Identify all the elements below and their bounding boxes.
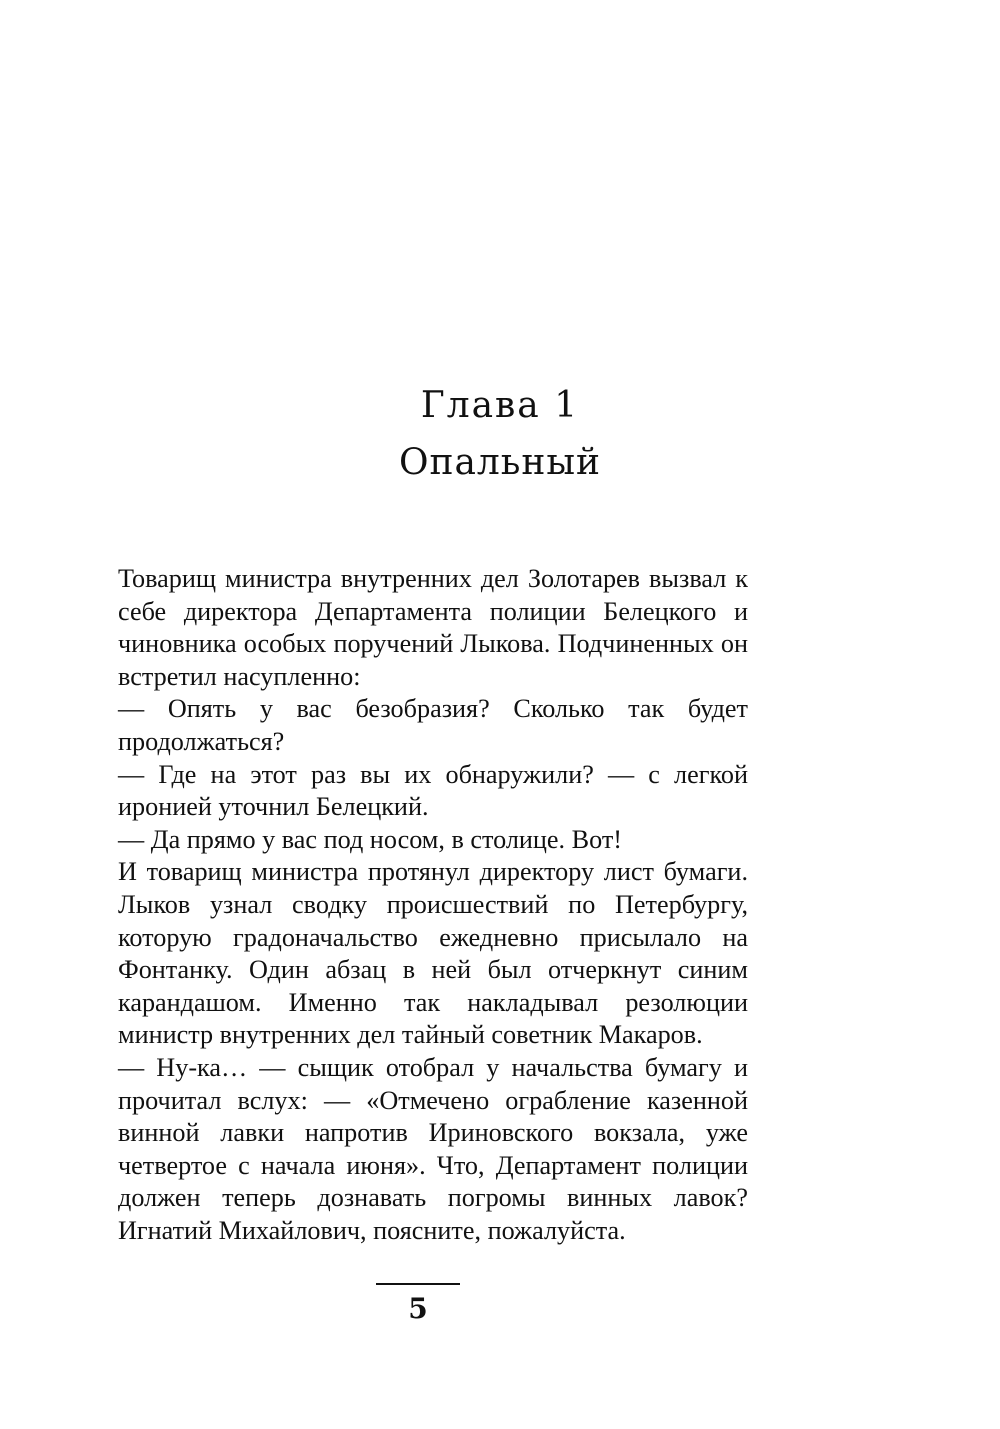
- paragraph-2: — Опять у вас безобразия? Сколько так будет продолжаться?: [118, 694, 748, 756]
- paragraph-1: Товарищ министра внутренних дел Золотарев вызвал к себе директора Департамента полиции Белецкого и чиновника особых поручений Лыкова. Подчиненных он встретил насупленно:: [118, 564, 748, 691]
- page-number: 5: [408, 1292, 428, 1325]
- body-text: [118, 563, 748, 1247]
- chapter-number: Глава 1: [420, 385, 580, 426]
- paragraph-6: — Ну-ка… — сыщик отобрал у начальства бумагу и прочитал вслух: — «Отмечено ограбление казенной винной лавки напротив Ириновского вокзала, уже четвертое с начала июня». Что, Департамент полиции должен теперь дознавать погромы винных лавок? Игнатий Михайлович, поясните, пожалуйста.: [118, 1052, 748, 1245]
- paragraph-5: И товарищ министра протянул директору лист бумаги. Лыков узнал сводку происшествий по Петербургу, которую градоначальство ежедневно присылало на Фонтанку. Один абзац в ней был отчеркнут синим карандашом. Именно так накладывал резолюции министр внутренних дел тайный советник Макаров.: [118, 857, 748, 1050]
- chapter-title: Опальный: [398, 442, 602, 483]
- paragraph-3: — Где на этот раз вы их обнаружили? — с легкой иронией уточнил Белецкий.: [118, 759, 748, 822]
- paragraph-4: — Да прямо у вас под носом, в столице. Вот!: [118, 824, 623, 854]
- page-number-rule: [376, 1283, 460, 1285]
